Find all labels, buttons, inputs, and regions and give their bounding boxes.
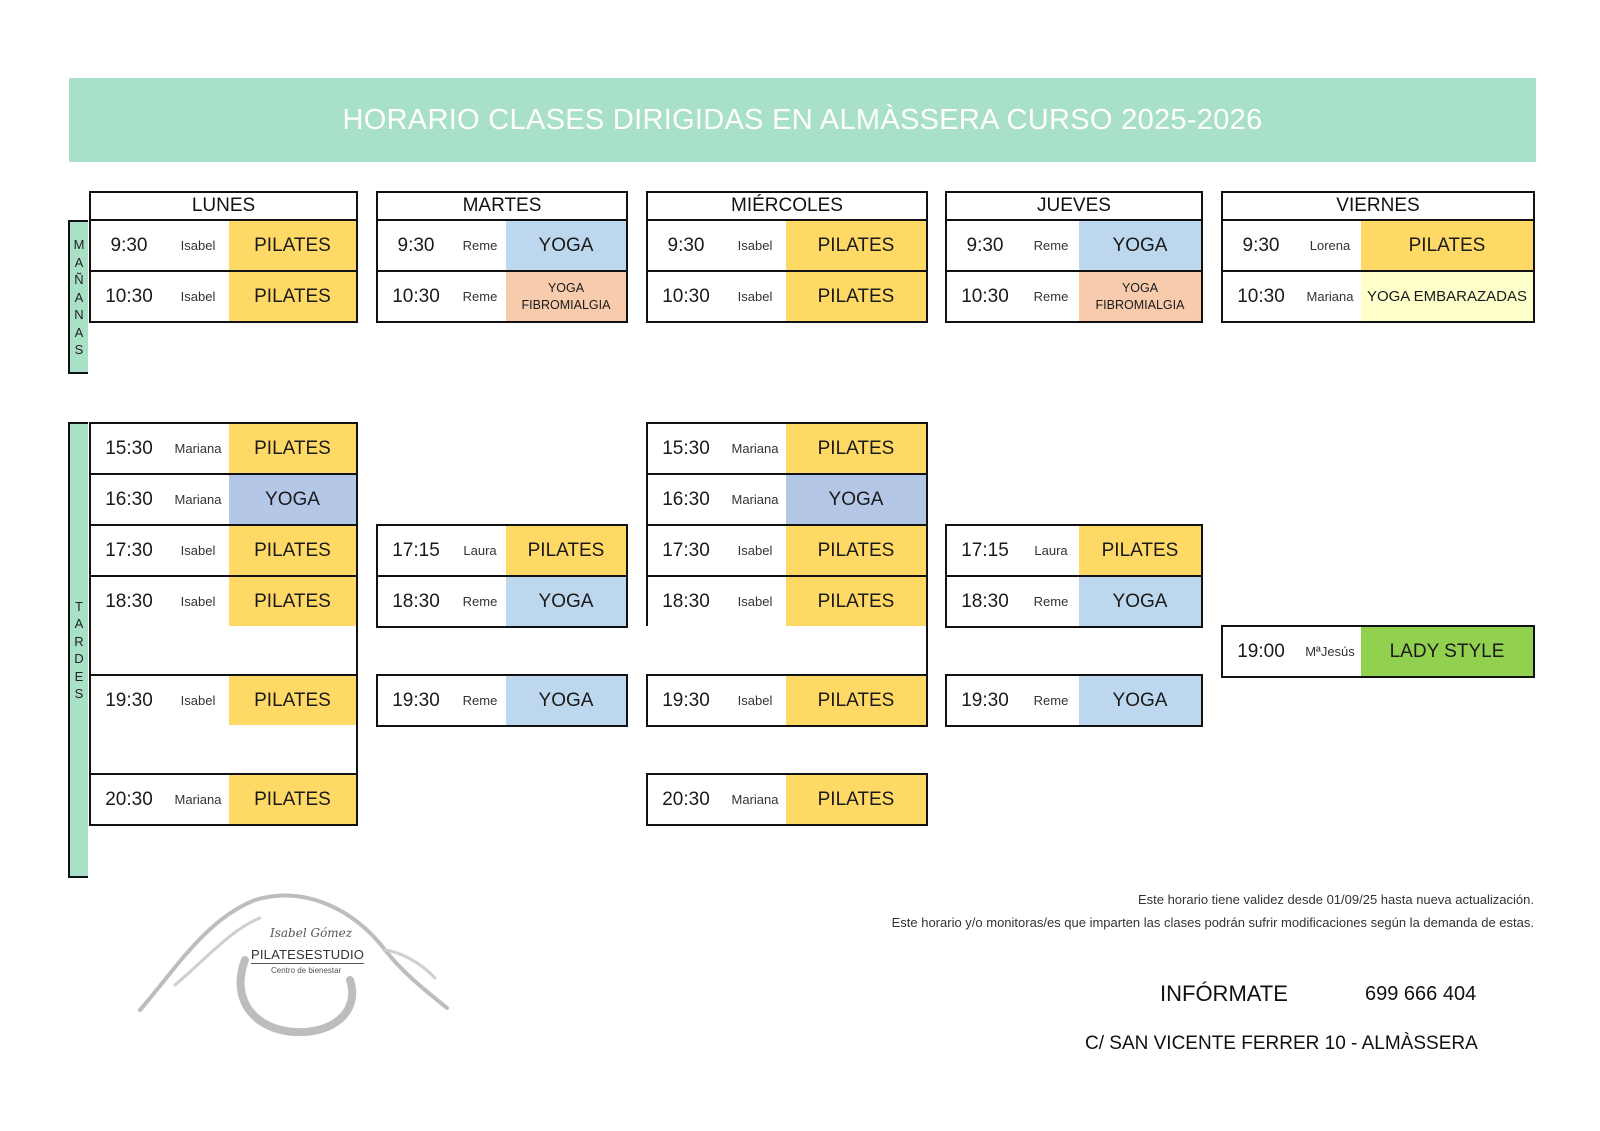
- side-letter: A: [74, 289, 84, 305]
- side-letter: N: [74, 307, 84, 322]
- slot-time: 18:30: [105, 590, 153, 612]
- class-slot: [945, 524, 1203, 577]
- slot-class: PILATES: [229, 272, 356, 321]
- slot-time: 20:30: [662, 788, 710, 810]
- slot-class: PILATES: [786, 272, 926, 321]
- slot-time: 9:30: [667, 234, 705, 256]
- slot-time: 18:30: [662, 590, 710, 612]
- slot-teacher: Isabel: [737, 594, 773, 609]
- side-letter: A: [74, 254, 84, 270]
- side-letter: M: [73, 237, 85, 252]
- side-letter: S: [74, 342, 84, 357]
- empty-slot: [646, 626, 928, 676]
- slot-teacher: Isabel: [737, 289, 773, 304]
- slot-teacher: Mariana: [731, 492, 779, 507]
- class-slot: [646, 674, 928, 727]
- slot-time: 9:30: [110, 234, 148, 256]
- class-slot: [646, 524, 928, 577]
- class-slot: [89, 270, 358, 323]
- slot-teacher: Reme: [1033, 594, 1069, 609]
- slot-class: YOGA: [1079, 221, 1201, 270]
- class-slot: [1221, 270, 1535, 323]
- slot-class: YOGA FIBROMIALGIA: [1079, 272, 1201, 321]
- slot-class: YOGA: [506, 221, 626, 270]
- slot-teacher: Reme: [1033, 693, 1069, 708]
- slot-time: 15:30: [662, 437, 710, 459]
- class-slot: [646, 270, 928, 323]
- slot-teacher: Isabel: [180, 693, 216, 708]
- class-slot: [646, 575, 928, 628]
- class-slot: [945, 219, 1203, 272]
- slot-teacher: Laura: [463, 543, 497, 558]
- slot-time: 19:30: [961, 689, 1009, 711]
- slot-time: 19:30: [392, 689, 440, 711]
- slot-teacher: Isabel: [180, 543, 216, 558]
- class-slot: [945, 270, 1203, 323]
- slot-teacher: Isabel: [180, 289, 216, 304]
- slot-teacher: Reme: [462, 594, 498, 609]
- slot-class: PILATES: [1361, 221, 1533, 270]
- day-header-lunes: LUNES: [89, 191, 358, 221]
- slot-class: PILATES: [229, 221, 356, 270]
- info-label: INFÓRMATE: [1160, 981, 1288, 1006]
- slot-class: LADY STYLE: [1361, 627, 1533, 676]
- class-slot: [376, 575, 628, 628]
- slot-time: 18:30: [961, 590, 1009, 612]
- slot-teacher: Mariana: [731, 792, 779, 807]
- slot-teacher: Isabel: [737, 238, 773, 253]
- slot-teacher: Reme: [462, 693, 498, 708]
- class-slot: [376, 219, 628, 272]
- slot-time: 17:30: [662, 539, 710, 561]
- slot-class: PILATES: [1079, 526, 1201, 575]
- class-slot: [89, 773, 358, 826]
- class-slot: [945, 674, 1203, 727]
- side-label-mananas: [68, 220, 88, 374]
- day-header-martes: MARTES: [376, 191, 628, 221]
- slot-time: 10:30: [961, 285, 1009, 307]
- class-slot: [89, 575, 358, 628]
- logo-tagline: Centro de bienestar: [271, 966, 342, 975]
- slot-teacher: Laura: [1034, 543, 1068, 558]
- page-title: HORARIO CLASES DIRIGIDAS EN ALMÀSSERA CURSO 2025-2026: [69, 78, 1536, 162]
- slot-class: YOGA EMBARAZADAS: [1361, 272, 1533, 321]
- class-slot: [376, 524, 628, 577]
- slot-time: 9:30: [966, 234, 1004, 256]
- class-slot: [646, 473, 928, 526]
- slot-class: PILATES: [229, 676, 356, 725]
- class-slot: [1221, 625, 1535, 678]
- slot-time: 15:30: [105, 437, 153, 459]
- side-letter: Ñ: [74, 272, 84, 287]
- slot-teacher: MªJesús: [1305, 644, 1355, 659]
- slot-class: PILATES: [506, 526, 626, 575]
- slot-time: 16:30: [105, 488, 153, 510]
- slot-time: 18:30: [392, 590, 440, 612]
- class-slot: [376, 270, 628, 323]
- side-letter: A: [74, 324, 84, 340]
- slot-class: PILATES: [229, 526, 356, 575]
- side-letter: E: [74, 668, 84, 684]
- slot-teacher: Lorena: [1309, 238, 1351, 253]
- validity-note: Este horario tiene validez desde 01/09/25 hasta nueva actualización.: [1137, 892, 1534, 907]
- slot-teacher: Mariana: [731, 441, 779, 456]
- slot-time: 10:30: [392, 285, 440, 307]
- slot-class: PILATES: [786, 424, 926, 473]
- slot-teacher: Isabel: [737, 693, 773, 708]
- day-header-miercoles: MIÉRCOLES: [646, 191, 928, 221]
- class-slot: [89, 524, 358, 577]
- empty-slot: [89, 626, 358, 676]
- side-letter: D: [74, 651, 84, 666]
- slot-class: PILATES: [786, 676, 926, 725]
- slot-teacher: Reme: [1033, 238, 1069, 253]
- day-header-jueves: JUEVES: [945, 191, 1203, 221]
- slot-teacher: Isabel: [737, 543, 773, 558]
- slot-class: YOGA: [1079, 676, 1201, 725]
- class-slot: [376, 674, 628, 727]
- slot-class: PILATES: [786, 577, 926, 626]
- logo-script: Isabel Gómez: [270, 926, 353, 940]
- slot-time: 16:30: [662, 488, 710, 510]
- class-slot: [89, 473, 358, 526]
- slot-teacher: Reme: [462, 238, 498, 253]
- slot-time: 20:30: [105, 788, 153, 810]
- slot-teacher: Reme: [462, 289, 498, 304]
- slot-class: PILATES: [786, 221, 926, 270]
- empty-slot: [89, 725, 358, 775]
- class-slot: [89, 219, 358, 272]
- slot-time: 17:15: [392, 539, 440, 561]
- slot-time: 9:30: [397, 234, 435, 256]
- side-letter: T: [75, 598, 83, 614]
- slot-time: 19:00: [1237, 640, 1285, 662]
- slot-class: PILATES: [786, 775, 926, 824]
- slot-teacher: Isabel: [180, 238, 216, 253]
- phone-number: 699 666 404: [1365, 983, 1477, 1005]
- side-label-tardes: [68, 422, 88, 878]
- side-letter: R: [74, 633, 84, 649]
- slot-class: YOGA: [786, 475, 926, 524]
- slot-class: PILATES: [229, 775, 356, 824]
- side-letter: S: [74, 686, 84, 701]
- slot-teacher: Isabel: [180, 594, 216, 609]
- slot-class: PILATES: [229, 424, 356, 473]
- logo-brand: PILATESESTUDIO: [251, 947, 365, 962]
- slot-class: YOGA: [1079, 577, 1201, 626]
- class-slot: [646, 422, 928, 475]
- slot-time: 10:30: [1237, 285, 1285, 307]
- slot-class: YOGA: [506, 577, 626, 626]
- slot-time: 19:30: [662, 689, 710, 711]
- slot-time: 9:30: [1242, 234, 1280, 256]
- slot-class: PILATES: [786, 526, 926, 575]
- day-header-viernes: VIERNES: [1221, 191, 1535, 221]
- slot-class: YOGA FIBROMIALGIA: [506, 272, 626, 321]
- slot-time: 17:15: [961, 539, 1009, 561]
- class-slot: [945, 575, 1203, 628]
- slot-class: PILATES: [229, 577, 356, 626]
- slot-class: YOGA: [229, 475, 356, 524]
- slot-time: 10:30: [662, 285, 710, 307]
- class-slot: [646, 219, 928, 272]
- slot-teacher: Mariana: [174, 492, 222, 507]
- class-slot: [89, 674, 358, 727]
- slot-time: 17:30: [105, 539, 153, 561]
- slot-teacher: Mariana: [1306, 289, 1354, 304]
- side-letter: A: [74, 616, 84, 631]
- logo-figure-icon: [135, 890, 455, 1040]
- slot-time: 10:30: [105, 285, 153, 307]
- class-slot: [646, 773, 928, 826]
- modification-note: Este horario y/o monitoras/es que imparten las clases podrán sufrir modificaciones según la demanda de estas.: [891, 915, 1534, 930]
- slot-time: 19:30: [105, 689, 153, 711]
- class-slot: [1221, 219, 1535, 272]
- slot-teacher: Mariana: [174, 792, 222, 807]
- studio-logo: [135, 890, 455, 1040]
- slot-class: YOGA: [506, 676, 626, 725]
- slot-teacher: Reme: [1033, 289, 1069, 304]
- slot-teacher: Mariana: [174, 441, 222, 456]
- address: C/ SAN VICENTE FERRER 10 - ALMÀSSERA: [1085, 1033, 1478, 1054]
- class-slot: [89, 422, 358, 475]
